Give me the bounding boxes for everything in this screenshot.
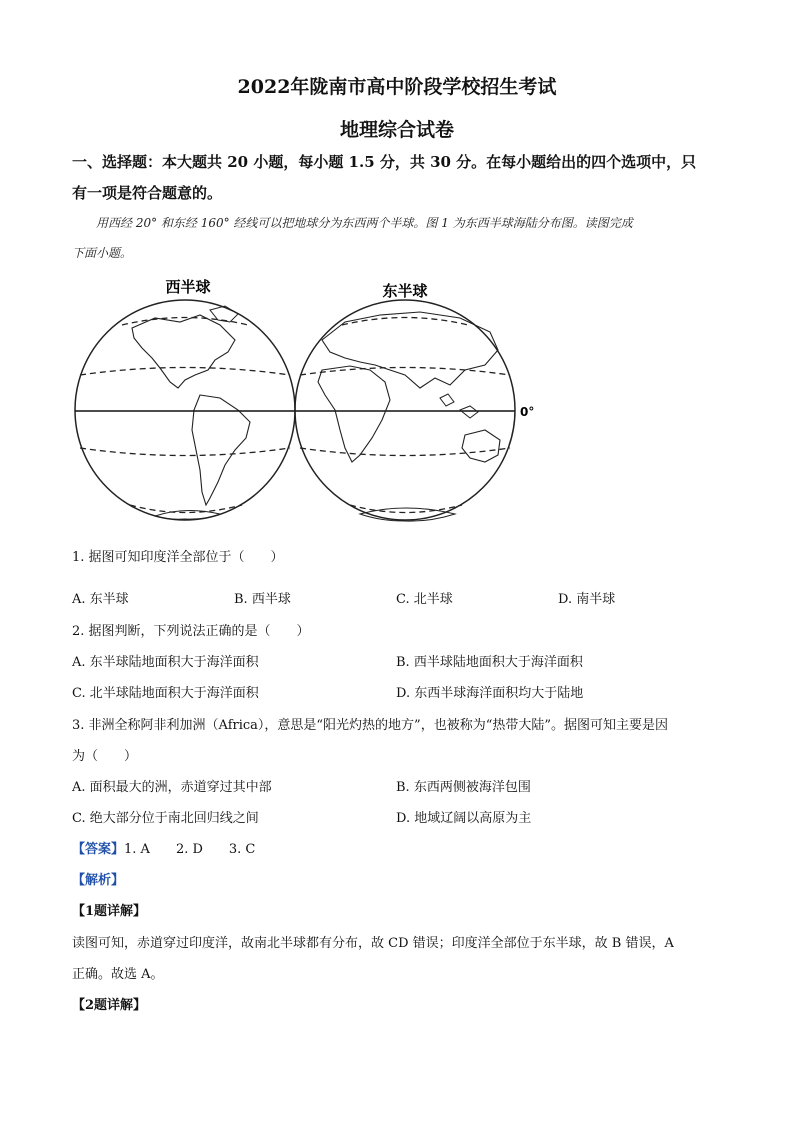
hemisphere-map [60,270,540,540]
q3-option-c[interactable]: C. 绝大部分位于南北回归线之间 [72,811,259,826]
answer-label: 【答案】 [72,842,125,857]
intro-line1: 用西经 20° 和东经 160° 经线可以把地球分为东西两个半球。图 1 为东西半球海陆分布图。读图完成 [96,216,633,230]
q3-option-b[interactable]: B. 东西两侧被海洋包围 [396,780,531,795]
q1-option-d[interactable]: D. 南半球 [558,592,616,607]
section-heading-line1: 一、选择题：本大题共 20 小题，每小题 1.5 分，共 30 分。在每小题给出的四个选项中，只 [72,153,697,171]
question-3-stem-line1: 3. 非洲全称阿非利加洲（Africa），意思是“阳光灼热的地方”，也被称为“热带大陆”。据图可知主要是因 [72,718,668,733]
q2-option-c[interactable]: C. 北半球陆地面积大于海洋面积 [72,686,259,701]
q3-option-a[interactable]: A. 面积最大的洲，赤道穿过其中部 [72,780,272,795]
equator-label: 0° [520,405,535,419]
detail-2-label: 【2题详解】 [72,998,147,1013]
q2-option-d[interactable]: D. 东西半球海洋面积均大于陆地 [396,686,584,701]
detail-1-label: 【1题详解】 [72,904,147,919]
intro-line2: 下面小题。 [72,246,133,260]
answer-text: 1. A 2. D 3. C [124,842,256,857]
detail-1-line1: 读图可知，赤道穿过印度洋，故南北半球都有分布，故 CD 错误；印度洋全部位于东半球，故 B 错误，A [72,936,674,951]
section-heading-line2: 有一项是符合题意的。 [72,184,223,202]
q1-option-a[interactable]: A. 东半球 [72,592,129,607]
q1-option-b[interactable]: B. 西半球 [234,592,291,607]
detail-1-line2: 正确。故选 A。 [72,967,164,982]
q2-option-b[interactable]: B. 西半球陆地面积大于海洋面积 [396,655,583,670]
q3-option-d[interactable]: D. 地域辽阔以高原为主 [396,811,532,826]
answer-row [72,838,255,857]
exam-title: 2022年陇南市高中阶段学校招生考试 [237,76,557,98]
analysis-label: 【解析】 [72,873,125,888]
question-2-stem: 2. 据图判断，下列说法正确的是（ ） [72,624,310,639]
west-globe [75,300,295,520]
question-1-stem: 1. 据图可知印度洋全部位于（ ） [72,550,284,565]
q2-option-a[interactable]: A. 东半球陆地面积大于海洋面积 [72,655,259,670]
exam-subtitle: 地理综合试卷 [339,119,454,141]
west-hemisphere-label: 西半球 [165,278,211,296]
q1-option-c[interactable]: C. 北半球 [396,592,453,607]
east-hemisphere-label: 东半球 [382,282,428,300]
question-3-stem-line2: 为（ ） [72,749,138,764]
